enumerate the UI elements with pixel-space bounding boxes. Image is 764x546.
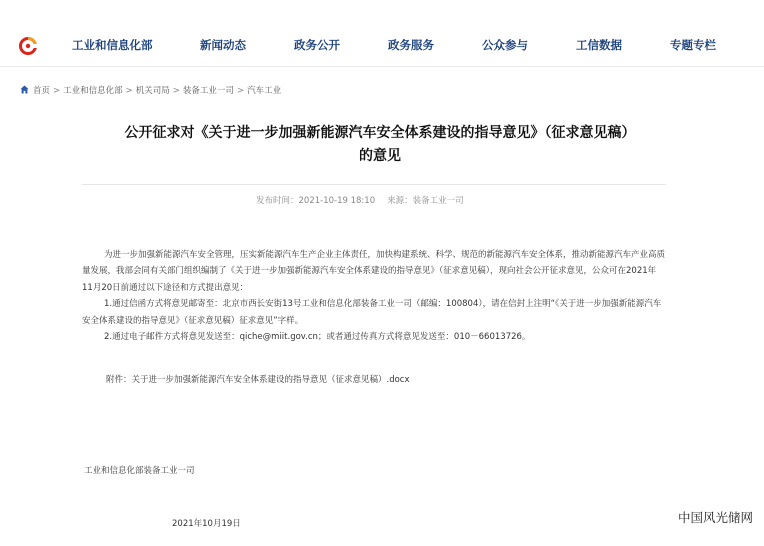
nav-item-gov-services[interactable]: 政务服务 — [388, 38, 434, 52]
body-paragraph-intro: 为进一步加强新能源汽车安全管理，压实新能源汽车生产企业主体责任，加快构建系统、科学、规范的新能源汽车安全体系，推动新能源汽车产业高质量发展，我部会同有关部门组织编制了《关于进一步加强新能源汽车安全体系建设的指导意见》（征求意见稿），现向社会公开征求意见，公众可在2021年11月20日前通过以下途径和方式提出意见： — [82, 250, 666, 293]
publish-time-label: 发布时间： — [256, 196, 299, 206]
nav-item-special-topics[interactable]: 专题专栏 — [670, 38, 716, 52]
nav-divider — [0, 66, 764, 67]
breadcrumb-separator: > — [125, 86, 133, 96]
body-paragraph-mail: 1.通过信函方式将意见邮寄至：北京市西长安街13号工业和信息化部装备工业一司（邮编：100804），请在信封上注明“《关于进一步加强新能源汽车安全体系建设的指导意见》（征求意见稿）征求意见”字样。 — [82, 299, 662, 326]
top-nav — [0, 28, 764, 64]
signature-org: 工业和信息化部装备工业一司 — [84, 466, 195, 476]
nav-item-news[interactable]: 新闻动态 — [200, 38, 246, 52]
page-title — [70, 122, 690, 168]
breadcrumb-auto-industry[interactable]: 汽车工业 — [247, 86, 282, 96]
breadcrumb-separator: > — [236, 86, 245, 96]
title-divider — [82, 184, 666, 185]
source-label: 来源： — [387, 196, 413, 206]
watermark-text: 中国风光储网 — [678, 510, 754, 525]
breadcrumb-miit[interactable]: 工业和信息化部 — [63, 86, 123, 96]
breadcrumb-separator: > — [53, 86, 61, 96]
publish-time: 2021-10-19 18:10 — [298, 196, 376, 206]
home-icon — [20, 85, 29, 94]
nav-item-gov-affairs-open[interactable]: 政务公开 — [294, 38, 340, 52]
page-title-line1: 公开征求对《关于进一步加强新能源汽车安全体系建设的指导意见》（征求意见稿） — [124, 125, 636, 141]
breadcrumb-separator: > — [172, 86, 180, 96]
miit-logo-icon[interactable] — [18, 36, 38, 56]
nav-item-public-participation[interactable]: 公众参与 — [482, 38, 528, 52]
attachment-link[interactable]: 附件：关于进一步加强新能源汽车安全体系建设的指导意见（征求意见稿）.docx — [106, 375, 410, 385]
source-value: 装备工业一司 — [412, 196, 464, 206]
breadcrumb-equipment-dept[interactable]: 装备工业一司 — [182, 86, 234, 96]
signature-date: 2021年10月19日 — [172, 519, 241, 529]
article-body — [82, 247, 666, 345]
breadcrumb-home[interactable]: 首页 — [33, 86, 51, 96]
breadcrumb-departments[interactable]: 机关司局 — [135, 86, 170, 96]
article-meta — [256, 194, 464, 206]
body-paragraph-email: 2.通过电子邮件方式将意见发送至：qiche@miit.gov.cn；或者通过传真方式将意见发送至：010－66013726。 — [104, 332, 531, 343]
page-title-line2: 的意见 — [359, 148, 401, 164]
breadcrumb — [20, 84, 281, 96]
nav-item-miit-data[interactable]: 工信数据 — [576, 38, 622, 52]
nav-item-miit[interactable]: 工业和信息化部 — [72, 38, 153, 52]
